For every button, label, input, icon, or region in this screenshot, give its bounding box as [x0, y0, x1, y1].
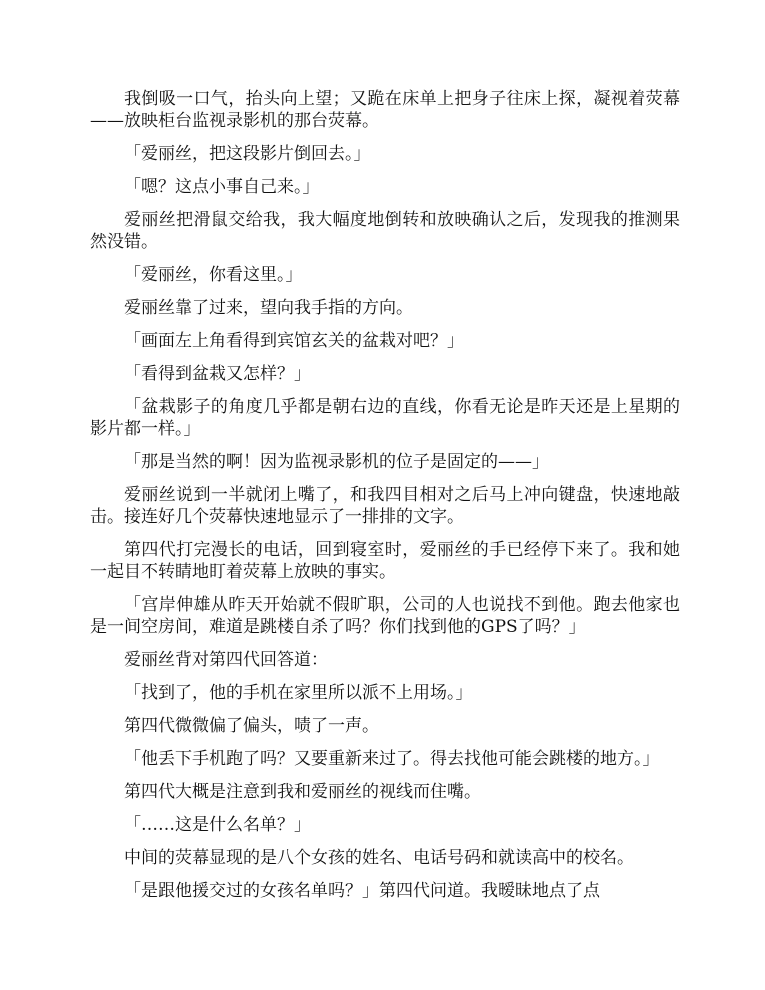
paragraph: 「是跟他援交过的女孩名单吗？」第四代问道。我暧昧地点了点 [124, 881, 600, 901]
paragraph: 「嗯？这点小事自己来。」 [124, 177, 320, 197]
paragraph: 「宫岸伸雄从昨天开始就不假旷职，公司的人也说找不到他。跑去他家也是一间空房间，难道是跳楼自杀了吗？你们找到他的GPS了吗？」 [90, 595, 680, 637]
paragraph: 「……这是什么名单？」 [124, 815, 311, 835]
paragraph: 「爱丽丝，把这段影片倒回去。」 [124, 144, 371, 164]
paragraph: 「看得到盆栽又怎样？」 [124, 364, 311, 384]
paragraph: 「画面左上角看得到宾馆玄关的盆栽对吧？」 [124, 331, 464, 351]
paragraph: 第四代打完漫长的电话，回到寝室时，爱丽丝的手已经停下来了。我和她一起目不转睛地盯着荧幕上放映的事实。 [90, 540, 680, 582]
paragraph: 爱丽丝靠了过来，望向我手指的方向。 [124, 298, 413, 318]
paragraph: 「盆栽影子的角度几乎都是朝右边的直线，你看无论是昨天还是上星期的影片都一样。」 [90, 397, 680, 439]
paragraph: 我倒吸一口气，抬头向上望；又跪在床单上把身子往床上探，凝视着荧幕——放映柜台监视录影机的那台荧幕。 [90, 89, 680, 131]
paragraph: 爱丽丝说到一半就闭上嘴了，和我四目相对之后马上冲向键盘，快速地敲击。接连好几个荧幕快速地显示了一排排的文字。 [90, 485, 680, 527]
paragraph: 「他丢下手机跑了吗？又要重新来过了。得去找他可能会跳楼的地方。」 [124, 749, 660, 769]
paragraph: 「找到了，他的手机在家里所以派不上用场。」 [124, 683, 473, 703]
paragraph: 「那是当然的啊！因为监视录影机的位子是固定的——」 [124, 452, 549, 472]
paragraph: 第四代大概是注意到我和爱丽丝的视线而住嘴。 [124, 782, 481, 802]
paragraph: 第四代微微偏了偏头，啧了一声。 [124, 716, 379, 736]
paragraph: 爱丽丝背对第四代回答道： [124, 650, 328, 670]
paragraph: 「爱丽丝，你看这里。」 [124, 265, 303, 285]
page-body [90, 88, 680, 902]
paragraph: 中间的荧幕显现的是八个女孩的姓名、电话号码和就读高中的校名。 [124, 848, 634, 868]
paragraph: 爱丽丝把滑鼠交给我，我大幅度地倒转和放映确认之后，发现我的推测果然没错。 [90, 210, 680, 252]
